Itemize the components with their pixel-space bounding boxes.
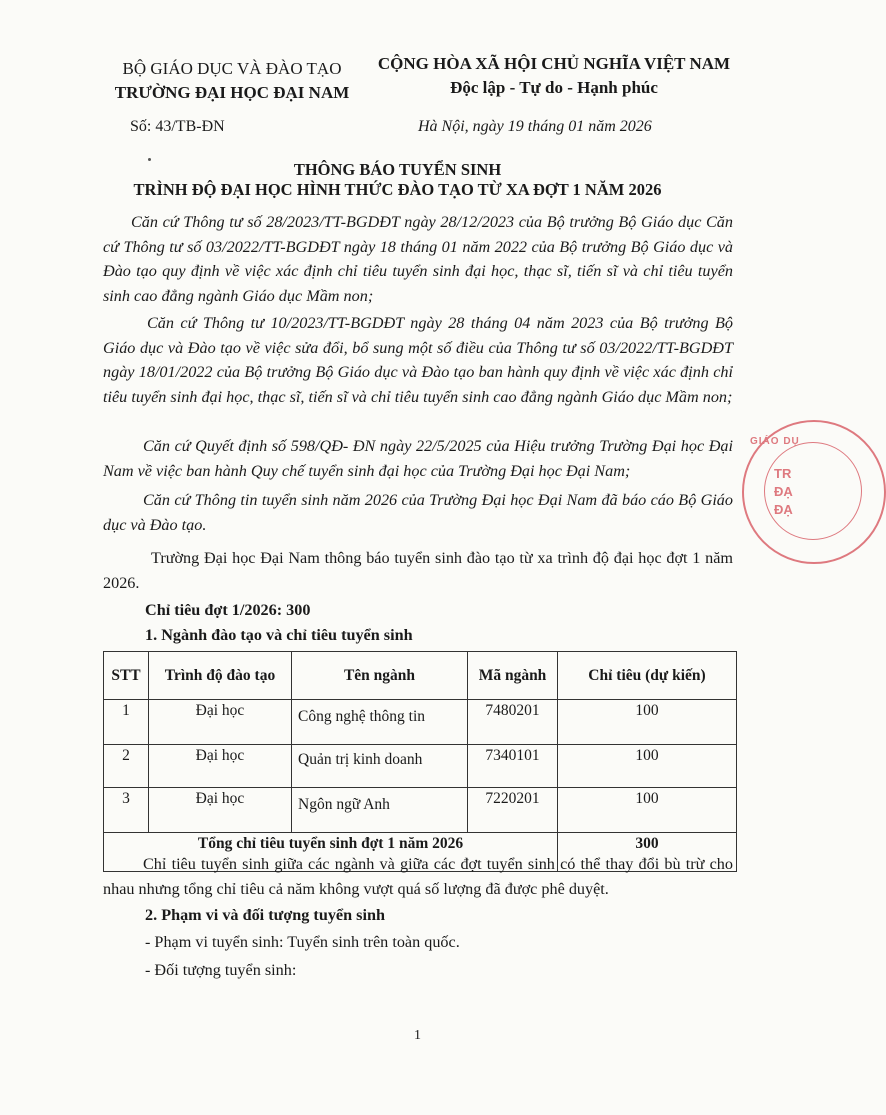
page-number: 1 [414, 1028, 421, 1043]
paragraph-3: Căn cứ Quyết định số 598/QĐ- ĐN ngày 22/5/2025 của Hiệu trưởng Trường Đại học Đại Nam về việc ban hành Quy chế tuyển sinh đại học của Trường Đại học Đại Nam; [103, 437, 733, 480]
cell-level: Đại học [149, 788, 292, 833]
document-number: Số: 43/TB-ĐN [130, 118, 225, 135]
header-code: Mã ngành [468, 652, 558, 700]
paragraph-5: Trường Đại học Đại Nam thông báo tuyển sinh đào tạo từ xa trình độ đại học đợt 1 năm 2026. [103, 549, 733, 592]
national-header [368, 52, 740, 100]
cell-stt: 2 [104, 745, 149, 788]
place-date: Hà Nội, ngày 19 tháng 01 năm 2026 [418, 118, 652, 135]
title-line-2: TRÌNH ĐỘ ĐẠI HỌC HÌNH THỨC ĐÀO TẠO TỪ XA ĐỢT 1 NĂM 2026 [133, 180, 662, 199]
table-row [104, 745, 737, 788]
majors-table [103, 651, 737, 872]
quota-note: Chỉ tiêu tuyển sinh giữa các ngành và giữa các đợt tuyển sinh có thể thay đổi bù trừ cho nhau nhưng tổng chỉ tiêu cả năm không vượt quá số lượng đã được phê duyệt. [103, 855, 733, 898]
cell-code: 7340101 [468, 745, 558, 788]
table-row [104, 788, 737, 833]
cell-level: Đại học [149, 745, 292, 788]
seal-text-3: ĐẠ [774, 502, 793, 517]
section-2-heading: 2. Phạm vi và đối tượng tuyển sinh [145, 906, 385, 924]
total-label: Tổng chỉ tiêu tuyển sinh đợt 1 năm 2026 [104, 833, 558, 872]
scope-line: - Phạm vi tuyển sinh: Tuyển sinh trên toàn quốc. [145, 933, 460, 951]
cell-code: 7480201 [468, 700, 558, 745]
cell-quota: 100 [558, 788, 737, 833]
cell-code: 7220201 [468, 788, 558, 833]
cell-quota: 100 [558, 745, 737, 788]
header-major: Tên ngành [292, 652, 468, 700]
title-line-1: THÔNG BÁO TUYỂN SINH [293, 160, 502, 179]
seal-text-2: ĐẠ [774, 484, 793, 499]
ministry-name: BỘ GIÁO DỤC VÀ ĐÀO TẠO [122, 59, 342, 78]
header-level: Trình độ đào tạo [149, 652, 292, 700]
seal-text-1: TR [774, 466, 792, 481]
cell-quota: 100 [558, 700, 737, 745]
cell-major: Quản trị kinh doanh [292, 745, 468, 788]
header-quota: Chỉ tiêu (dự kiến) [558, 652, 737, 700]
seal-arc-text: GIÁO DỤ [750, 436, 800, 447]
table-row [104, 700, 737, 745]
paragraph-4: Căn cứ Thông tin tuyển sinh năm 2026 của Trường Đại học Đại Nam đã báo cáo Bộ Giáo dục và Đào tạo. [103, 491, 733, 534]
total-value: 300 [558, 833, 737, 872]
paragraph-1: Căn cứ Thông tư số 28/2023/TT-BGDĐT ngày 28/12/2023 của Bộ trưởng Bộ Giáo dục Căn cứ Thông tư số 03/2022/TT-BGDĐT ngày 18 tháng 01 năm 2022 của Bộ trưởng Bộ Giáo dục và Đào tạo quy định về việc xác định chỉ tiêu tuyển sinh đại học, thạc sĩ, tiến sĩ và chỉ tiêu tuyển sinh cao đẳng ngành Giáo dục Mầm non; [103, 213, 733, 305]
cell-major: Công nghệ thông tin [292, 700, 468, 745]
cell-stt: 1 [104, 700, 149, 745]
republic-name: CỘNG HÒA XÃ HỘI CHỦ NGHĨA VIỆT NAM [377, 54, 731, 73]
header-stt: STT [104, 652, 149, 700]
cell-major: Ngôn ngữ Anh [292, 788, 468, 833]
cell-stt: 3 [104, 788, 149, 833]
target-line: - Đối tượng tuyển sinh: [145, 961, 297, 979]
ministry-header [92, 57, 372, 105]
university-name: TRƯỜNG ĐẠI HỌC ĐẠI NAM [114, 83, 350, 102]
red-seal-stamp [742, 420, 886, 564]
quota-heading: Chỉ tiêu đợt 1/2026: 300 [145, 601, 311, 619]
motto: Độc lập - Tự do - Hạnh phúc [450, 78, 658, 97]
cell-level: Đại học [149, 700, 292, 745]
table-header-row [104, 652, 737, 700]
paragraph-2: Căn cứ Thông tư 10/2023/TT-BGDĐT ngày 28 tháng 04 năm 2023 của Bộ trưởng Bộ Giáo dục và Đào tạo về việc sửa đổi, bổ sung một số điều của Thông tư số 03/2022/TT-BGDĐT ngày 18/01/2022 của Bộ trưởng Bộ Giáo dục và Đào tạo ban hành quy định về việc xác định chỉ tiêu tuyển sinh đại học, thạc sĩ, tiến sĩ và chỉ tiêu tuyển sinh cao đẳng ngành Giáo dục Mầm non; [103, 314, 733, 406]
section-1-heading: 1. Ngành đào tạo và chỉ tiêu tuyển sinh [145, 626, 413, 644]
